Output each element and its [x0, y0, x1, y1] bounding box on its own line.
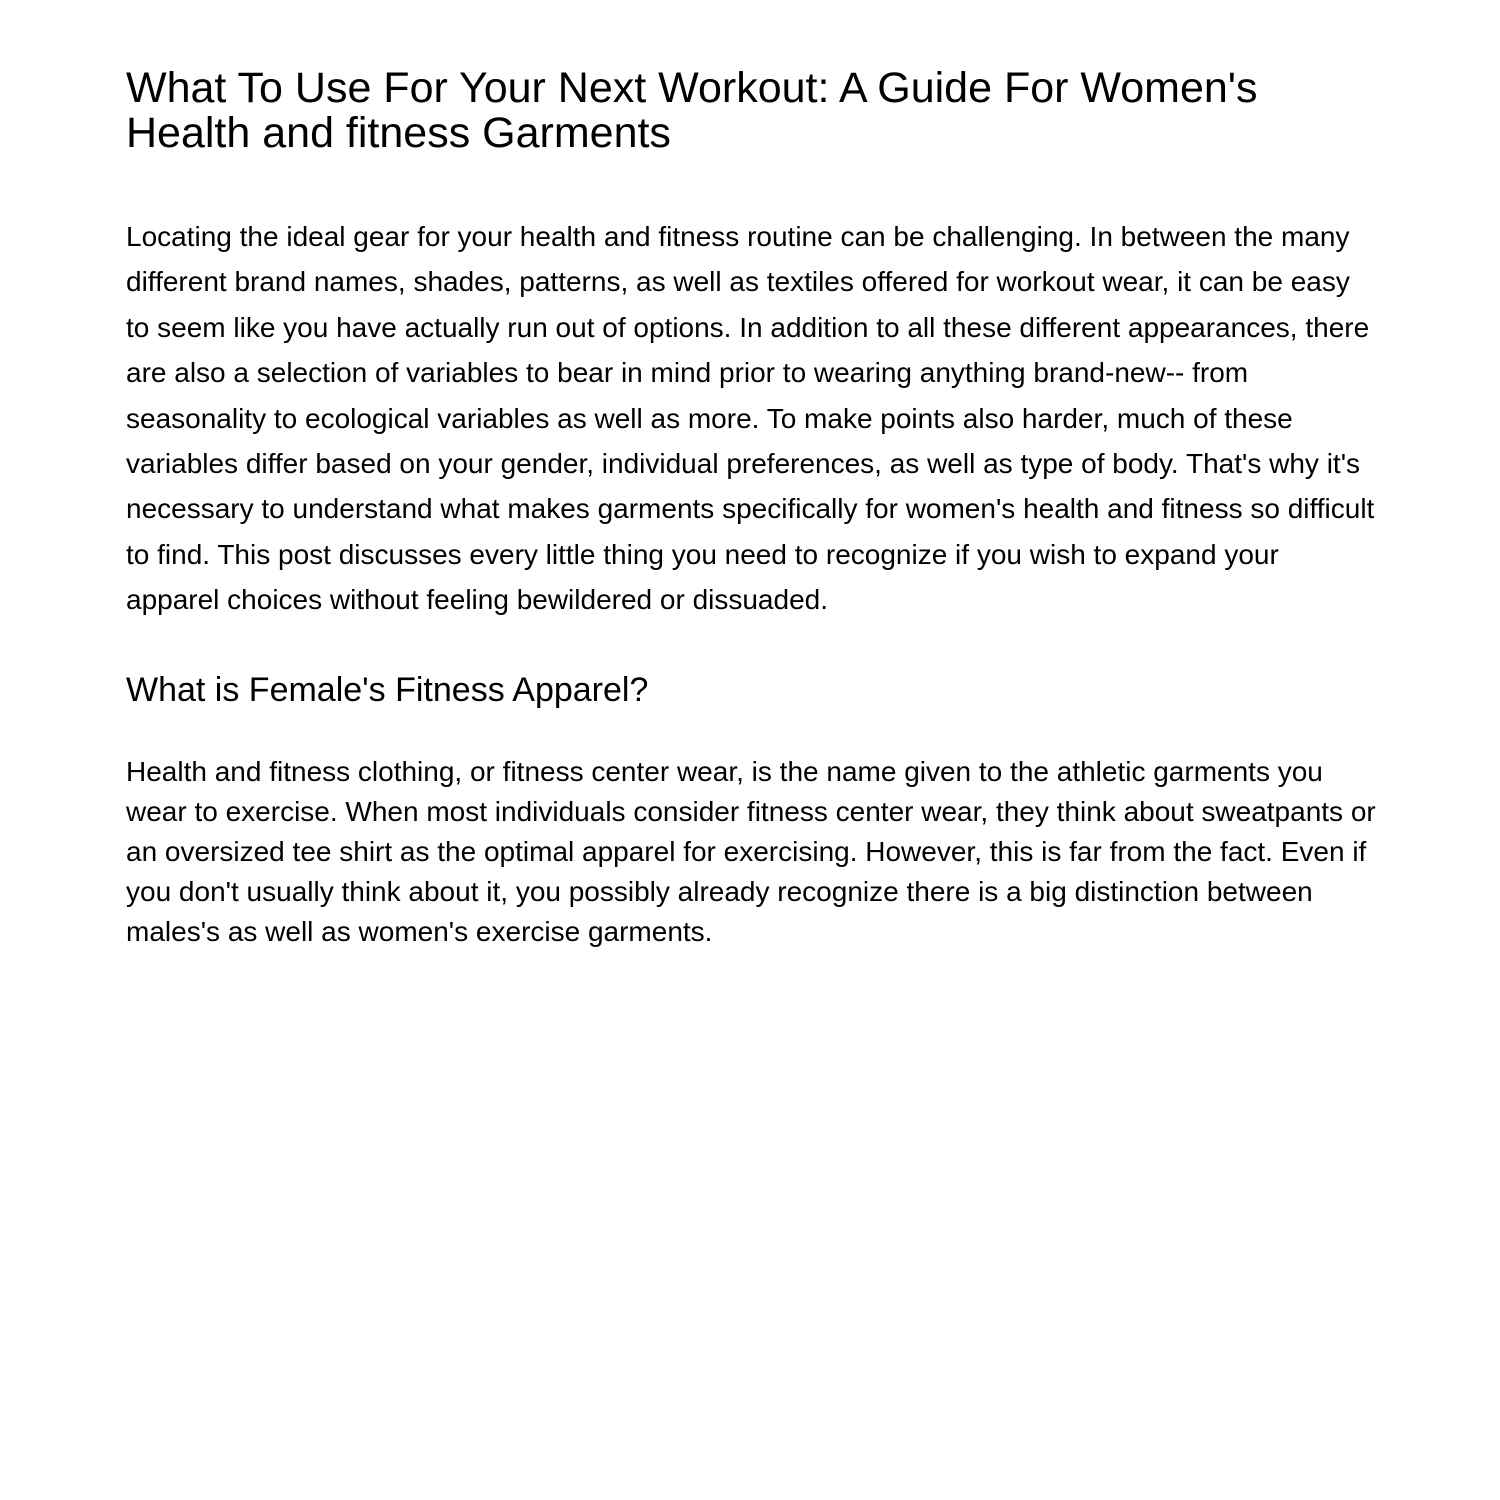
- intro-paragraph: Locating the ideal gear for your health and fitness routine can be challenging. In between the many different brand names, shades, patterns, as well as textiles offered for workout wear, it can be easy to seem like you have actually run out of options. In addition to all these different appearances, there are also a selection of variables to bear in mind prior to wearing anything brand-new-- from seasonality to ecological variables as well as more. To make points also harder, much of these variables differ based on your gender, individual preferences, as well as type of body. That's why it's necessary to understand what makes garments specifically for women's health and fitness so difficult to find. This post discusses every little thing you need to recognize if you wish to expand your apparel choices without feeling bewildered or dissuaded.: [126, 221, 1375, 616]
- page-title: What To Use For Your Next Workout: A Guide For Women's Health and fitness Garments: [126, 64, 1258, 157]
- section-heading: What is Female's Fitness Apparel?: [126, 670, 649, 709]
- section-paragraph: Health and fitness clothing, or fitness center wear, is the name given to the athletic garments you wear to exercise. When most individuals consider fitness center wear, they think about sweatpants or an oversized tee shirt as the optimal apparel for exercising. However, this is far from the fact. Even if you don't usually think about it, you possibly already recognize there is a big distinction between males's as well as women's exercise garments.: [126, 755, 1376, 948]
- document-page: [126, 66, 1376, 953]
